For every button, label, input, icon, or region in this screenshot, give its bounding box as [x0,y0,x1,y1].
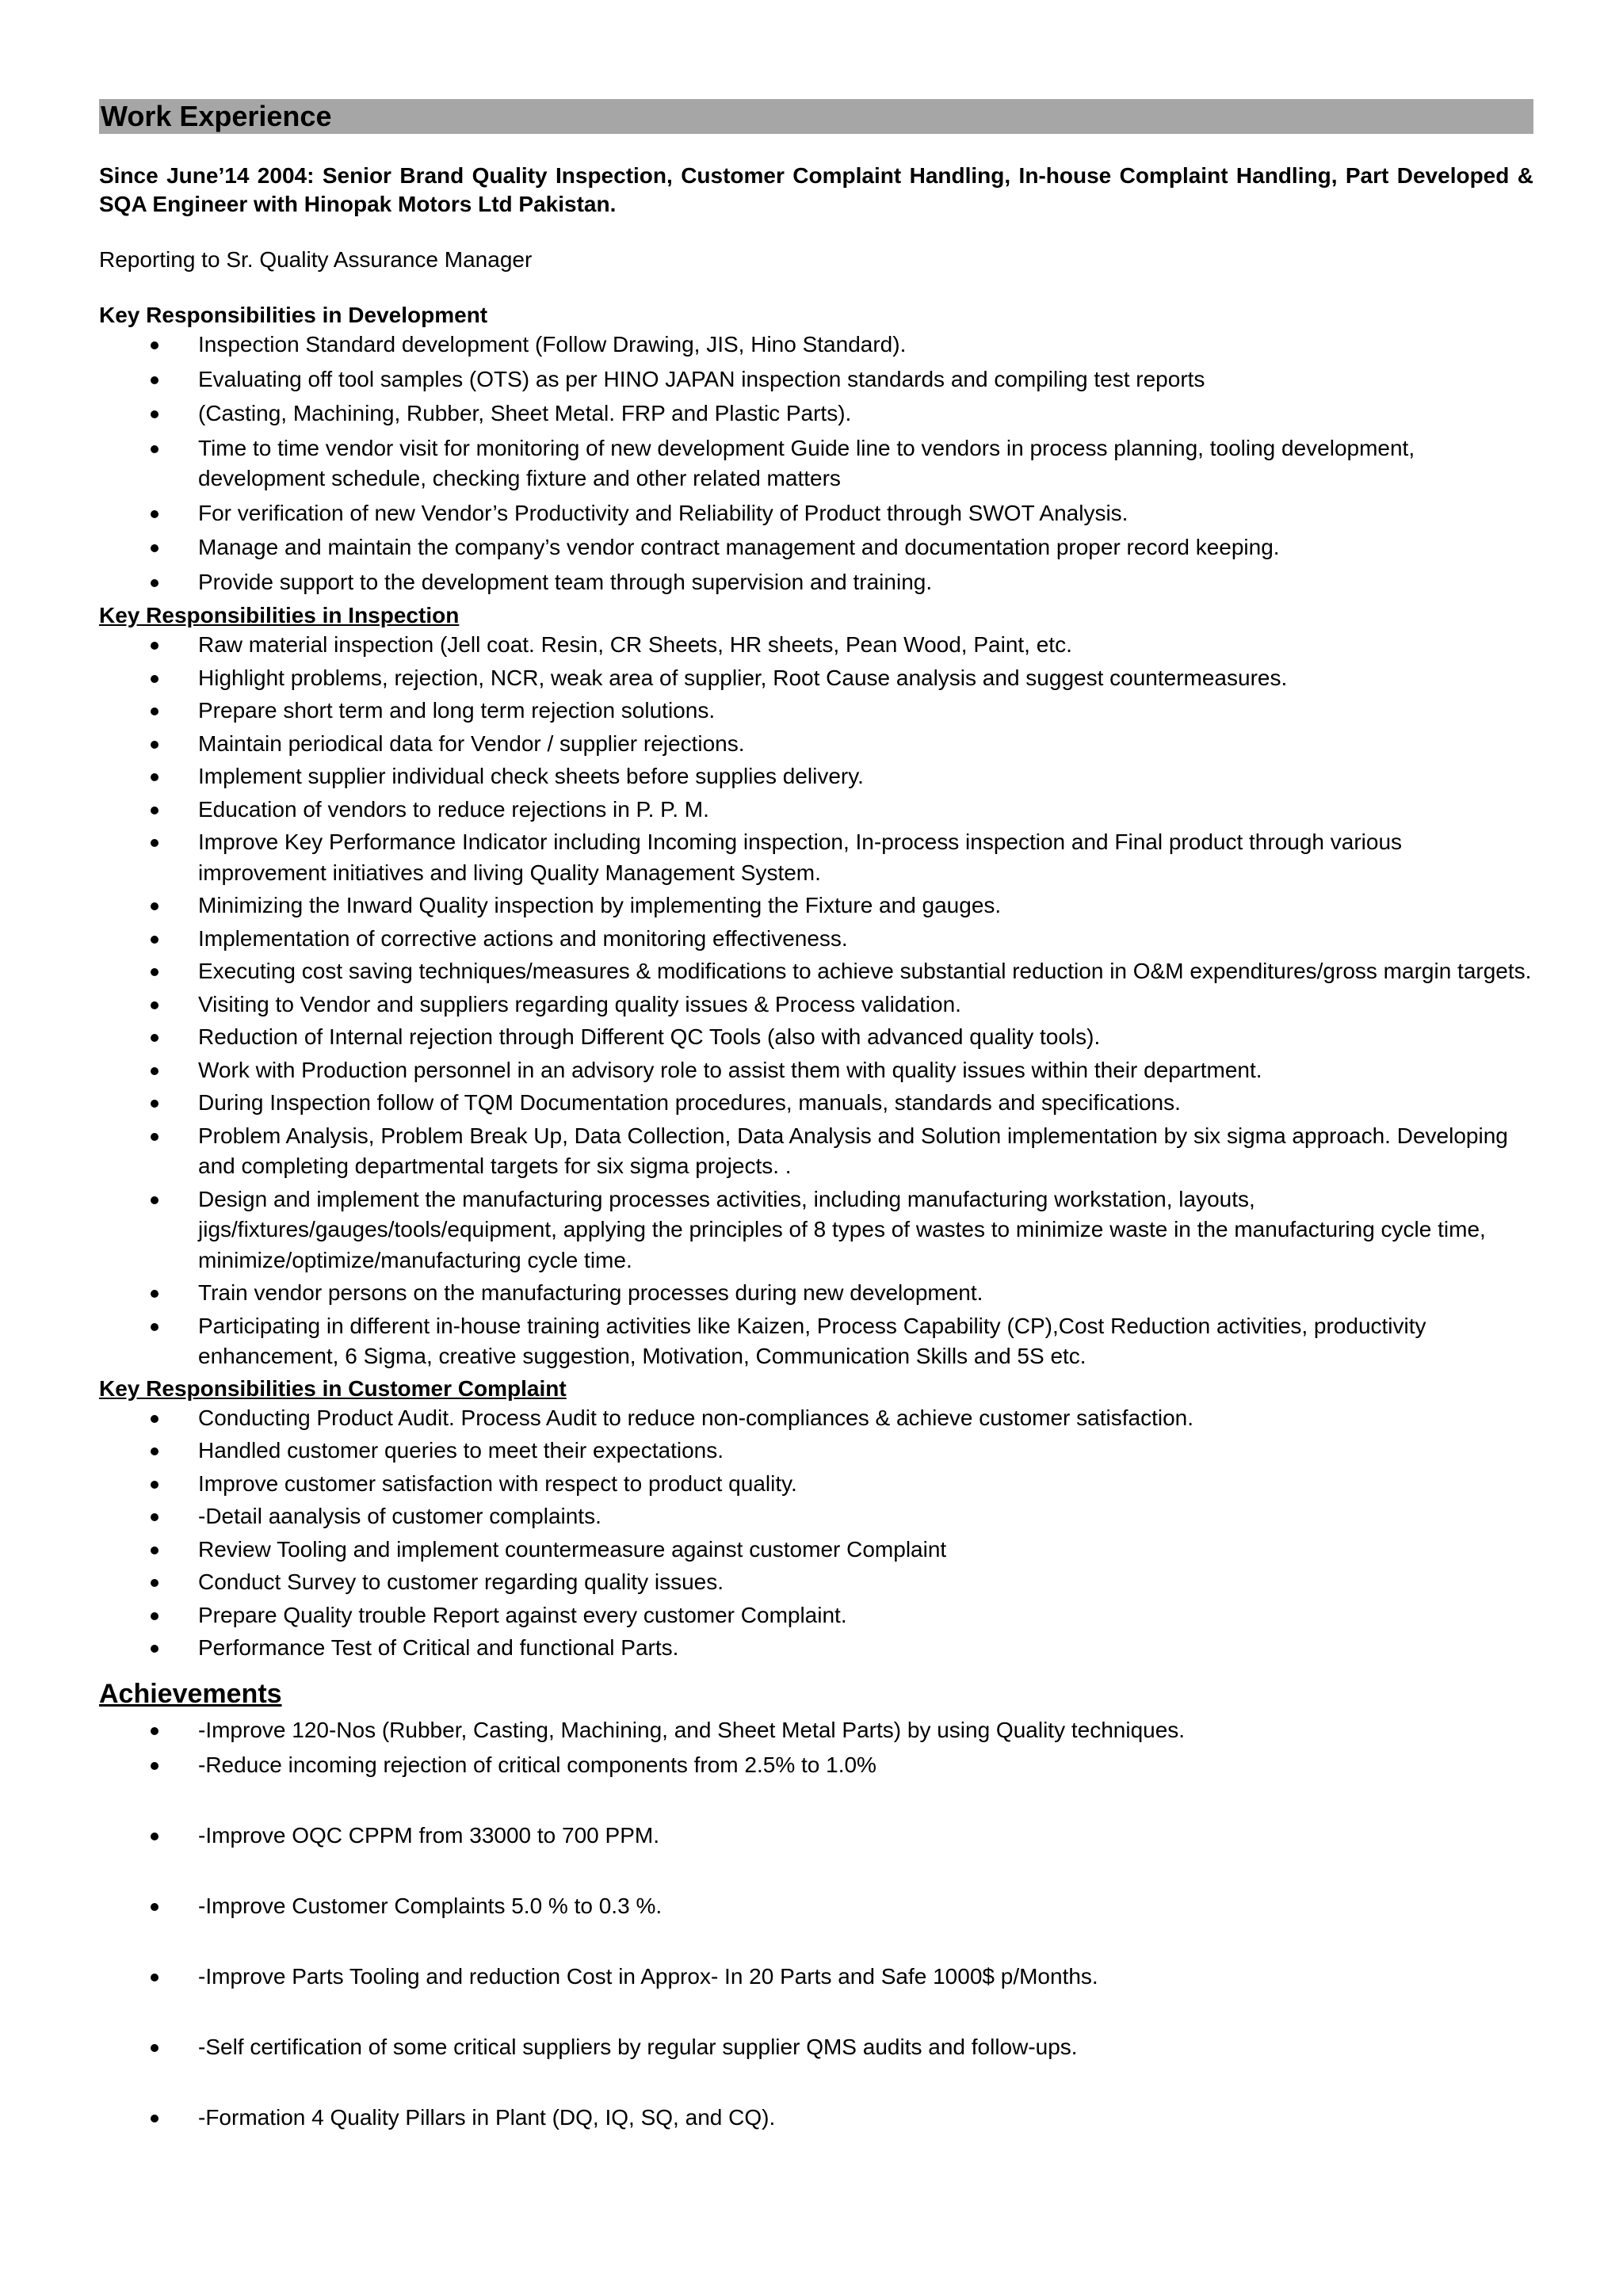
bullet-icon [151,445,158,453]
list-item: Reduction of Internal rejection through Different QC Tools (also with advanced quality tools). [99,1022,1533,1053]
list-item: Visiting to Vendor and suppliers regarding quality issues & Process validation. [99,990,1533,1020]
bullet-icon [151,1547,158,1554]
inspection-list [99,630,1533,1372]
bullet-icon [151,2115,158,2122]
list-item: Raw material inspection (Jell coat. Resin, CR Sheets, HR sheets, Pean Wood, Paint, etc. [99,630,1533,661]
bullet-icon [151,1001,158,1009]
development-list [99,330,1533,597]
section-title-bar: Work Experience [99,99,1533,134]
bullet-icon [151,741,158,749]
list-item: (Casting, Machining, Rubber, Sheet Metal. FRP and Plastic Parts). [99,399,1533,429]
list-item: -Improve 120-Nos (Rubber, Casting, Machining, and Sheet Metal Parts) by using Quality techniques. [99,1714,1533,1746]
bullet-icon [151,1974,158,1981]
list-item: Provide support to the development team through supervision and training. [99,567,1533,598]
list-item: Manage and maintain the company’s vendor contract management and documentation proper record keeping. [99,532,1533,563]
bullet-icon [151,1727,158,1735]
list-item: -Self certification of some critical suppliers by regular supplier QMS audits and follow-ups. [99,2031,1533,2063]
bullet-icon [151,1133,158,1141]
bullet-icon [151,1447,158,1455]
bullet-icon [151,1833,158,1840]
bullet-icon [151,341,158,349]
bullet-icon [151,1903,158,1911]
list-item: Design and implement the manufacturing processes activities, including manufacturing workstation, layouts, jigs/fixtures/gauges/tools/equipment, applying the principles of 8 types of wastes to minimize waste in the manufacturing cycle time, minimize/optimize/manufacturing cycle time. [99,1184,1533,1276]
bullet-icon [151,1645,158,1653]
list-item: Conducting Product Audit. Process Audit to reduce non-compliances & achieve customer satisfaction. [99,1403,1533,1434]
bullet-icon [151,376,158,384]
complaint-list [99,1403,1533,1664]
list-item: Improve Key Performance Indicator including Incoming inspection, In-process inspection and Final product through various improvement initiatives and living Quality Management System. [99,827,1533,888]
list-item: Implementation of corrective actions and monitoring effectiveness. [99,924,1533,955]
job-title: Since June’14 2004: Senior Brand Quality Inspection, Customer Complaint Handling, In-house Complaint Handling, Part Developed & SQA Engineer with Hinopak Motors Ltd Pakistan. [99,163,1533,216]
list-item: Conduct Survey to customer regarding quality issues. [99,1567,1533,1598]
list-item: Executing cost saving techniques/measures & modifications to achieve substantial reduction in O&M expenditures/gross margin targets. [99,956,1533,987]
inspection-heading: Key Responsibilities in Inspection [99,603,460,627]
list-item: Problem Analysis, Problem Break Up, Data Collection, Data Analysis and Solution implementation by six sigma approach. Developing and completing departmental targets for six sigma projects. . [99,1121,1533,1182]
bullet-icon [151,1067,158,1075]
bullet-icon [151,1323,158,1331]
list-item: Review Tooling and implement countermeasure against customer Complaint [99,1535,1533,1566]
bullet-icon [151,1100,158,1108]
list-item: During Inspection follow of TQM Documentation procedures, manuals, standards and specifications. [99,1088,1533,1119]
bullet-icon [151,675,158,683]
bullet-icon [151,1196,158,1204]
bullet-icon [151,902,158,910]
bullet-icon [151,707,158,715]
list-item: Implement supplier individual check sheets before supplies delivery. [99,761,1533,792]
list-item: Education of vendors to reduce rejections in P. P. M. [99,795,1533,826]
bullet-icon [151,936,158,944]
bullet-icon [151,1481,158,1489]
list-item: Handled customer queries to meet their expectations. [99,1436,1533,1466]
bullet-icon [151,773,158,781]
bullet-icon [151,1415,158,1423]
achievements-list [99,1714,1533,2134]
list-item: Maintain periodical data for Vendor / supplier rejections. [99,729,1533,760]
list-item: Performance Test of Critical and functional Parts. [99,1633,1533,1664]
achievements-heading: Achievements [99,1678,282,1709]
bullet-icon [151,1762,158,1770]
list-item: For verification of new Vendor’s Productivity and Reliability of Product through SWOT Analysis. [99,498,1533,529]
bullet-icon [151,544,158,552]
list-item: Prepare short term and long term rejection solutions. [99,696,1533,727]
bullet-icon [151,968,158,976]
list-item: Work with Production personnel in an advisory role to assist them with quality issues within their department. [99,1055,1533,1086]
list-item: -Improve Customer Complaints 5.0 % to 0.3 %. [99,1890,1533,1922]
bullet-icon [151,642,158,650]
list-item: Participating in different in-house training activities like Kaizen, Process Capability (CP),Cost Reduction activities, productivity enhancement, 6 Sigma, creative suggestion, Motivation, Communication Skills and 5S etc. [99,1311,1533,1372]
bullet-icon [151,579,158,587]
list-item: Highlight problems, rejection, NCR, weak area of supplier, Root Cause analysis and suggest countermeasures. [99,663,1533,694]
bullet-icon [151,1034,158,1042]
list-item: Evaluating off tool samples (OTS) as per HINO JAPAN inspection standards and compiling test reports [99,364,1533,395]
list-item: -Formation 4 Quality Pillars in Plant (DQ, IQ, SQ, and CQ). [99,2102,1533,2134]
list-item: Time to time vendor visit for monitoring of new development Guide line to vendors in process planning, tooling development, development schedule, checking fixture and other related matters [99,433,1533,494]
bullet-icon [151,410,158,418]
bullet-icon [151,1513,158,1521]
list-item: -Improve Parts Tooling and reduction Cost in Approx- In 20 Parts and Safe 1000$ p/Months. [99,1961,1533,1993]
resume-page [99,99,1533,2134]
list-item: -Improve OQC CPPM from 33000 to 700 PPM. [99,1820,1533,1852]
reporting-line: Reporting to Sr. Quality Assurance Manager [99,247,533,272]
list-item: -Reduce incoming rejection of critical components from 2.5% to 1.0% [99,1749,1533,1781]
list-item: Minimizing the Inward Quality inspection by implementing the Fixture and gauges. [99,891,1533,921]
complaint-heading: Key Responsibilities in Customer Complaint [99,1375,567,1401]
bullet-icon [151,839,158,847]
bullet-icon [151,1579,158,1587]
bullet-icon [151,807,158,814]
bullet-icon [151,510,158,518]
list-item: -Detail aanalysis of customer complaints. [99,1501,1533,1532]
bullet-icon [151,1612,158,1620]
list-item: Prepare Quality trouble Report against every customer Complaint. [99,1600,1533,1631]
list-item: Train vendor persons on the manufacturing processes during new development. [99,1278,1533,1309]
list-item: Improve customer satisfaction with respect to product quality. [99,1469,1533,1500]
bullet-icon [151,2044,158,2052]
list-item: Inspection Standard development (Follow Drawing, JIS, Hino Standard). [99,330,1533,360]
bullet-icon [151,1290,158,1298]
development-heading: Key Responsibilities in Development [99,303,488,327]
